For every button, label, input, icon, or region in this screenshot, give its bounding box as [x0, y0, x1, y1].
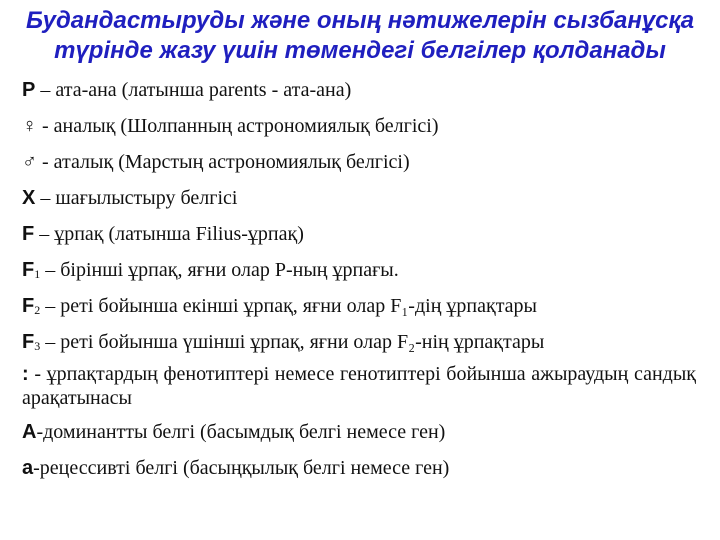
legend-symbol: F: [22, 295, 35, 317]
female-symbol-icon: ♀: [22, 115, 37, 137]
legend-text: - аталық (Марстың астрономиялық белгісі): [37, 151, 410, 173]
title-line-1: Будандастыруды және оның нәтижелерін сызбанұсқа: [25, 7, 695, 34]
legend-text: – шағылыстыру белгісі: [35, 187, 238, 209]
legend-text: – реті бойынша үшінші ұрпақ, яғни олар F₂-нің ұрпақтары: [40, 331, 545, 353]
legend-item-f3: [22, 330, 702, 358]
legend-item-recessive: [22, 456, 702, 480]
legend-symbol: :: [22, 363, 29, 385]
legend-text: - аналық (Шолпанның астрономиялық белгісі): [37, 115, 439, 137]
legend-item-parents: [22, 78, 702, 102]
legend-subscript: 3: [34, 339, 41, 353]
legend-item-f2: [22, 294, 702, 322]
legend-text: – реті бойынша екінші ұрпақ, яғни олар F₁-дің ұрпақтары: [40, 295, 537, 317]
legend-item-ratio: [22, 362, 696, 410]
legend-symbol: F: [22, 259, 35, 281]
male-symbol-icon: ♂: [22, 151, 37, 173]
legend-symbol: F: [22, 331, 35, 353]
legend-text: – ата-ана (латынша parents - ата-ана): [35, 79, 352, 101]
legend-symbol: Р: [22, 79, 36, 101]
legend-symbol: а: [22, 457, 34, 479]
legend-text: -рецессивті белгі (басыңқылық белгі немесе ген): [33, 457, 450, 479]
legend-symbol: А: [22, 421, 37, 443]
legend-text: - ұрпақтардың фенотиптері немесе генотиптері бойынша ажыраудың сандық арақатынасы: [22, 363, 696, 409]
legend-subscript: 2: [34, 303, 41, 317]
title-line-2: түрінде жазу үшін төмендегі белгілер қолданады: [54, 37, 666, 64]
legend-symbol: Х: [22, 187, 36, 209]
legend-text: – бірінші ұрпақ, яғни олар Р-ның ұрпағы.: [40, 259, 399, 281]
legend-item-male: [22, 150, 702, 174]
legend-item-f1: [22, 258, 702, 286]
legend-subscript: 1: [34, 267, 41, 281]
legend-text: – ұрпақ (латынша Filius-ұрпақ): [34, 223, 304, 245]
legend-item-female: [22, 114, 702, 138]
legend-item-cross: [22, 186, 702, 210]
legend-item-dominant: [22, 420, 702, 444]
legend-text: -доминантты белгі (басымдық белгі немесе ген): [36, 421, 446, 443]
legend-symbol: F: [22, 223, 35, 245]
legend-item-offspring: [22, 222, 702, 246]
slide-title: [0, 6, 720, 66]
